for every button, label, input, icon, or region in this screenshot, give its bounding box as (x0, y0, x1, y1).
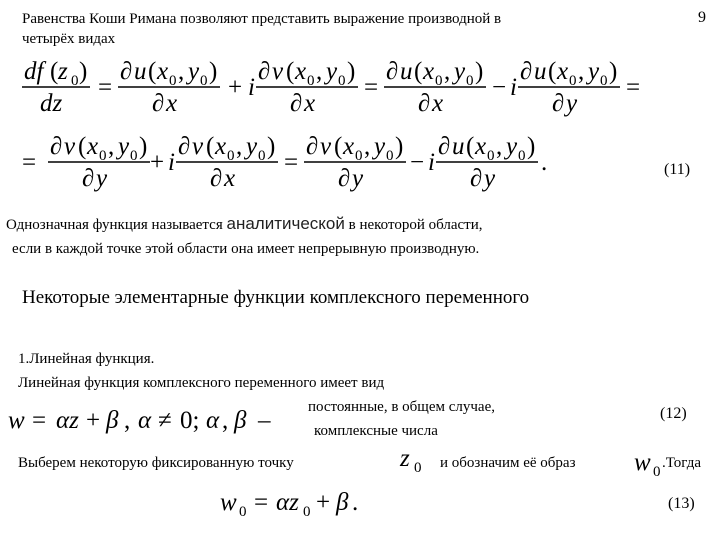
svg-text:y: y (566, 90, 578, 117)
svg-text:(: ( (286, 58, 295, 85)
svg-text:z: z (58, 58, 68, 85)
svg-text:(: ( (466, 133, 475, 160)
svg-text:x: x (157, 58, 169, 85)
svg-text:0: 0 (169, 73, 177, 89)
svg-text:(: ( (50, 58, 59, 85)
svg-text:0: 0 (466, 73, 474, 89)
svg-text:∂: ∂ (520, 58, 533, 85)
choose-before: Выберем некоторую фиксированную точку (18, 455, 294, 471)
definition-before: Однозначная функция называется (6, 217, 227, 233)
svg-text:0: 0 (386, 148, 394, 164)
equation-12-formula (0, 396, 310, 442)
svg-text:.: . (541, 149, 548, 176)
svg-text:x: x (304, 90, 316, 117)
svg-text:∂: ∂ (50, 133, 63, 160)
svg-text:(: ( (148, 58, 157, 85)
linear-text: Линейная функция комплексного переменного имеет вид (18, 375, 385, 391)
svg-text:α: α (206, 407, 220, 434)
svg-text:v: v (192, 133, 204, 160)
svg-text:=: = (364, 74, 379, 101)
svg-text:w: w (634, 449, 651, 476)
svg-text:∂: ∂ (290, 90, 303, 117)
svg-text:∂: ∂ (306, 133, 319, 160)
linear-note-line-2: комплексные числа (314, 423, 438, 439)
svg-text:+: + (150, 149, 165, 176)
svg-text:+: + (316, 489, 331, 516)
svg-text:): ) (209, 58, 218, 85)
svg-text:=: = (32, 407, 47, 434)
svg-text:): ) (139, 133, 148, 160)
svg-text:x: x (87, 133, 99, 160)
svg-text:,: , (578, 58, 585, 85)
svg-text:0;: 0; (180, 407, 200, 434)
svg-text:0: 0 (487, 148, 495, 164)
definition-after: в некоторой области, (344, 217, 483, 233)
svg-text:(: ( (206, 133, 215, 160)
svg-text:,: , (496, 133, 503, 160)
svg-text:i: i (510, 74, 517, 101)
svg-text:x: x (475, 133, 487, 160)
svg-text:x: x (557, 58, 569, 85)
svg-text:(: ( (548, 58, 557, 85)
svg-text:+: + (86, 407, 101, 434)
svg-text:u: u (134, 58, 147, 85)
linear-heading: 1.Линейная функция. (18, 351, 155, 367)
svg-text:z: z (400, 445, 410, 472)
svg-text:): ) (609, 58, 618, 85)
svg-text:): ) (347, 58, 356, 85)
svg-text:(: ( (414, 58, 423, 85)
svg-text:αz: αz (276, 489, 299, 516)
svg-text:,: , (444, 58, 451, 85)
svg-text:,: , (124, 407, 131, 434)
svg-text:∂: ∂ (386, 58, 399, 85)
svg-text:0: 0 (518, 148, 526, 164)
svg-text:x: x (166, 90, 178, 117)
svg-text:∂: ∂ (338, 165, 351, 192)
svg-text:y: y (96, 165, 108, 192)
svg-text:∂: ∂ (120, 58, 133, 85)
svg-text:x: x (224, 165, 236, 192)
svg-text:i: i (248, 74, 255, 101)
svg-text:y: y (118, 133, 130, 160)
svg-text:+: + (228, 74, 243, 101)
svg-text:=: = (98, 74, 113, 101)
svg-text:,: , (178, 58, 185, 85)
svg-text:∂: ∂ (82, 165, 95, 192)
linear-note-line-1: постоянные, в общем случае, (308, 399, 495, 415)
svg-text:y: y (246, 133, 258, 160)
svg-text:w: w (8, 407, 25, 434)
equation-12-number: (12) (660, 405, 687, 422)
svg-text:0: 0 (569, 73, 577, 89)
svg-text:v: v (272, 58, 284, 85)
svg-text:y: y (454, 58, 466, 85)
svg-text:,: , (364, 133, 371, 160)
svg-text:0: 0 (414, 460, 422, 476)
svg-text:dz: dz (40, 90, 63, 117)
svg-text:=: = (22, 149, 37, 176)
svg-text:∂: ∂ (470, 165, 483, 192)
svg-text:0: 0 (200, 73, 208, 89)
intro-line-1: Равенства Коши Римана позволяют представить выражение производной в (22, 11, 502, 27)
svg-text:v: v (320, 133, 332, 160)
svg-text:0: 0 (227, 148, 235, 164)
svg-text:u: u (534, 58, 547, 85)
svg-text:v: v (64, 133, 76, 160)
svg-text:y: y (506, 133, 518, 160)
svg-text:=: = (284, 149, 299, 176)
svg-text:∂: ∂ (178, 133, 191, 160)
section-title: Некоторые элементарные функции комплексного переменного (22, 287, 530, 308)
svg-text:w: w (220, 489, 237, 516)
svg-text:y: y (188, 58, 200, 85)
svg-text:df: df (24, 58, 44, 85)
svg-text:): ) (79, 58, 88, 85)
svg-text:): ) (475, 58, 484, 85)
svg-text:y: y (374, 133, 386, 160)
svg-text:∂: ∂ (552, 90, 565, 117)
svg-text:(: ( (334, 133, 343, 160)
equation-13-number: (13) (668, 495, 695, 512)
z0-symbol (398, 442, 434, 476)
svg-text:x: x (432, 90, 444, 117)
svg-text:–: – (258, 407, 271, 434)
svg-text:αz: αz (56, 407, 79, 434)
svg-text:,: , (236, 133, 243, 160)
svg-text:0: 0 (99, 148, 107, 164)
svg-text:u: u (400, 58, 413, 85)
svg-text:0: 0 (303, 504, 311, 520)
svg-text:∂: ∂ (152, 90, 165, 117)
svg-text:=: = (254, 489, 269, 516)
svg-text:x: x (295, 58, 307, 85)
choose-middle: и обозначим её образ (440, 455, 576, 471)
svg-text:.: . (352, 489, 359, 516)
svg-text:0: 0 (239, 504, 247, 520)
svg-text:x: x (423, 58, 435, 85)
equation-11-line-1 (0, 55, 720, 117)
svg-text:,: , (316, 58, 323, 85)
svg-text:∂: ∂ (418, 90, 431, 117)
definition-term-analytic: аналитической (226, 214, 345, 233)
svg-text:y: y (484, 165, 496, 192)
svg-text:u: u (452, 133, 465, 160)
svg-text:0: 0 (600, 73, 608, 89)
svg-text:0: 0 (355, 148, 363, 164)
svg-text:=: = (626, 74, 641, 101)
svg-text:∂: ∂ (210, 165, 223, 192)
svg-text:0: 0 (130, 148, 138, 164)
svg-text:0: 0 (258, 148, 266, 164)
definition-line-1 (6, 215, 483, 234)
svg-text:x: x (215, 133, 227, 160)
equation-11-line-2 (0, 130, 720, 194)
svg-text:0: 0 (435, 73, 443, 89)
svg-text:β: β (234, 407, 247, 434)
svg-text:0: 0 (653, 464, 661, 478)
svg-text:0: 0 (307, 73, 315, 89)
svg-text:≠: ≠ (158, 407, 172, 434)
svg-text:y: y (352, 165, 364, 192)
svg-text:(: ( (78, 133, 87, 160)
svg-text:∂: ∂ (438, 133, 451, 160)
svg-text:∂: ∂ (258, 58, 271, 85)
intro-line-2: четырёх видах (22, 31, 116, 47)
svg-text:i: i (428, 149, 435, 176)
svg-text:0: 0 (71, 73, 79, 89)
page-number: 9 (698, 9, 706, 26)
equation-11-number: (11) (664, 161, 691, 178)
svg-text:): ) (267, 133, 276, 160)
svg-text:β: β (336, 489, 349, 516)
svg-text:α: α (138, 407, 152, 434)
svg-text:β: β (106, 407, 119, 434)
svg-text:y: y (588, 58, 600, 85)
svg-text:): ) (395, 133, 404, 160)
svg-text:,: , (222, 407, 229, 434)
svg-text:y: y (326, 58, 338, 85)
svg-text:): ) (527, 133, 536, 160)
svg-text:x: x (343, 133, 355, 160)
svg-text:−: − (410, 149, 425, 176)
equation-13-formula (214, 480, 384, 524)
svg-text:−: − (492, 74, 507, 101)
svg-text:0: 0 (338, 73, 346, 89)
definition-line-2: если в каждой точке этой области она имеет непрерывную производную. (12, 241, 480, 257)
svg-text:,: , (108, 133, 115, 160)
choose-after: .Тогда (662, 455, 701, 471)
svg-text:i: i (168, 149, 175, 176)
